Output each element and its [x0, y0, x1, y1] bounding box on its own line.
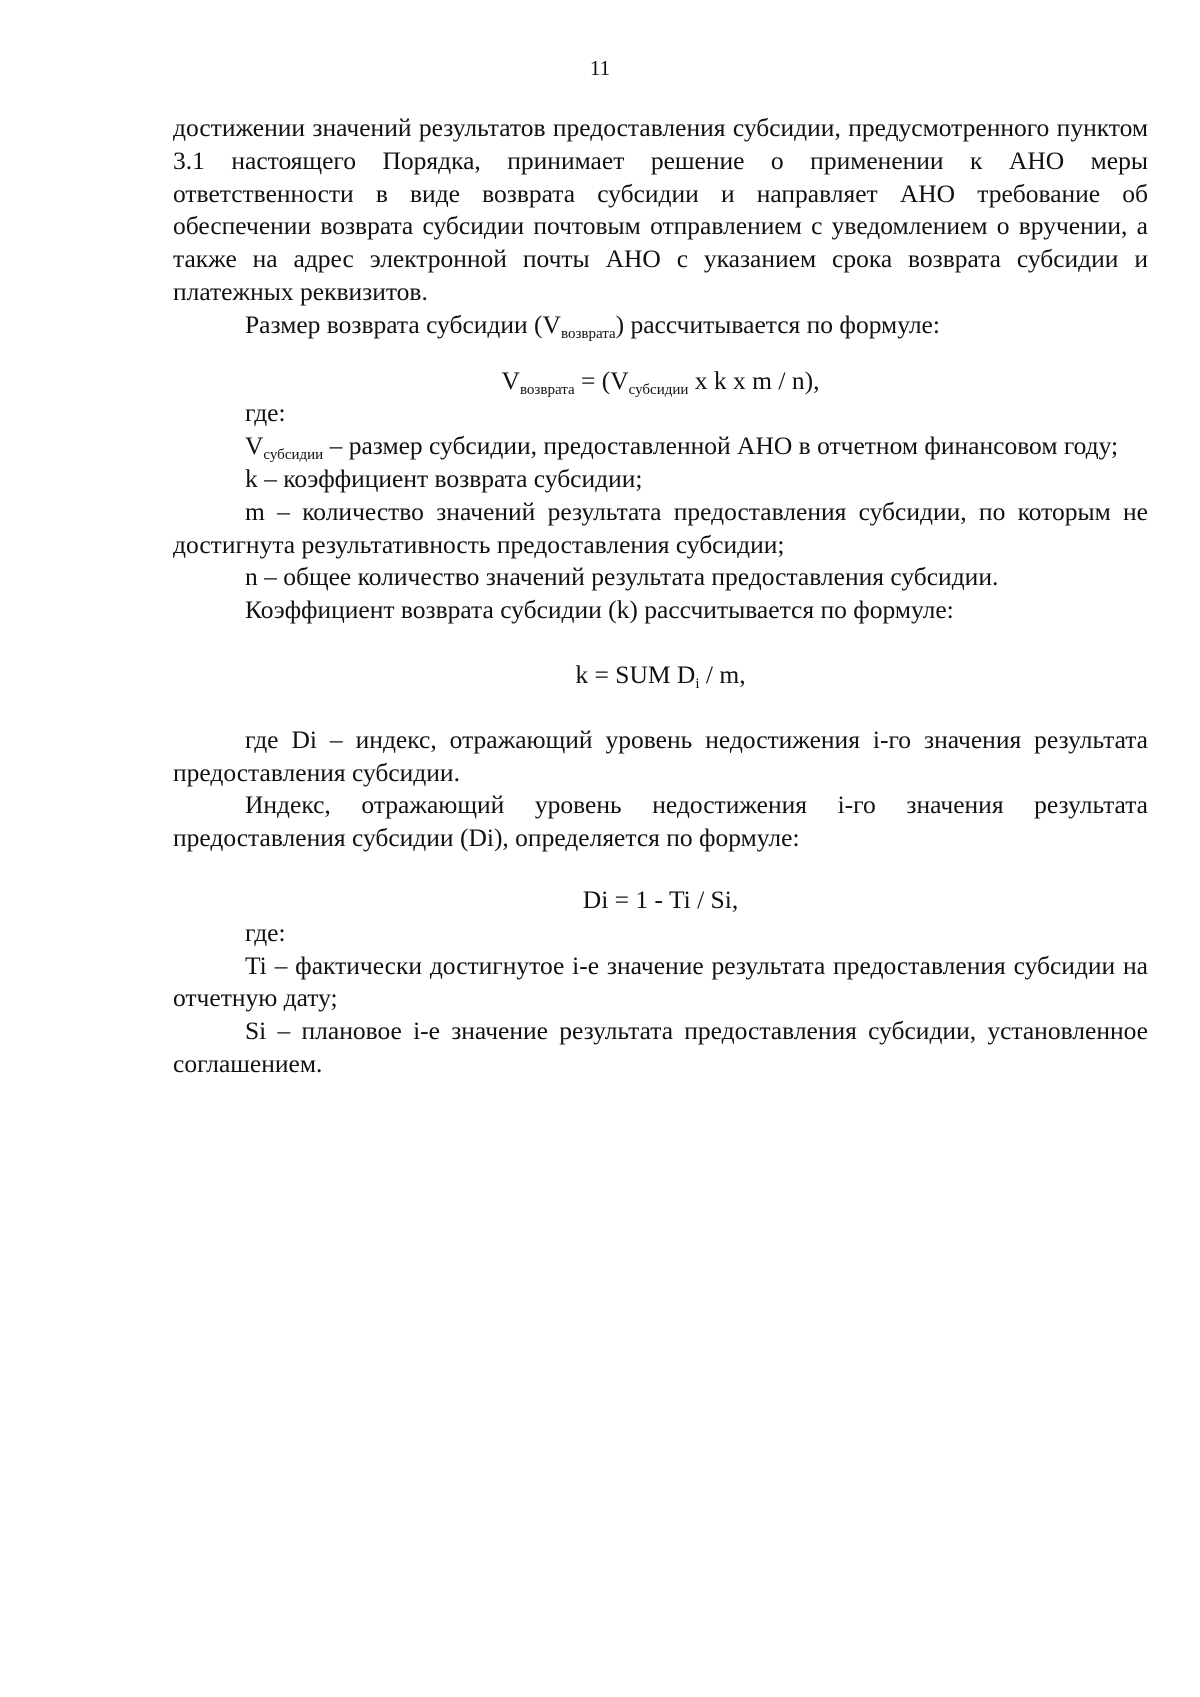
definition-m: m – количество значений результата предоставления субсидии, по которым не достигнута результативность предоставления субсидии;	[173, 496, 1148, 559]
text-fragment: – размер субсидии, предоставленной АНО в отчетном финансовом году;	[323, 431, 1119, 461]
definition-v-subsidy	[173, 430, 1148, 463]
page-number: 11	[589, 56, 611, 80]
definition-ti: Ti – фактически достигнутое i-е значение результата предоставления субсидии на отчетную дату;	[173, 950, 1148, 1013]
subscript: возврата	[519, 381, 575, 398]
text-fragment: Размер возврата субсидии (V	[245, 309, 561, 339]
document-body	[173, 112, 1148, 1081]
subscript: i	[695, 675, 700, 692]
text-fragment: ) рассчитывается по формуле:	[615, 309, 940, 339]
definition-n: n – общее количество значений результата предоставления субсидии.	[245, 562, 999, 592]
where-label: где:	[245, 398, 286, 428]
subscript: субсидии	[628, 381, 689, 398]
text-fragment: V	[245, 431, 264, 461]
formula-fragment: x k x m / n),	[688, 365, 820, 395]
paragraph-k-intro: Коэффициент возврата субсидии (k) рассчитывается по формуле:	[245, 595, 954, 625]
formula-fragment: = (V	[574, 365, 629, 395]
formula-k	[173, 659, 1148, 692]
subscript: возврата	[560, 325, 616, 342]
formula-fragment: V	[501, 365, 520, 395]
paragraph-return-decision: достижении значений результатов предоставления субсидии, предусмотренного пунктом 3.1 настоящего Порядка, принимает решение о применении к АНО меры ответственности в виде возврата субсидии и направляет АНО требование об обеспечении возврата субсидии почтовым отправлением с уведомлением о вручении, а также на адрес электронной почты АНО с указанием срока возврата субсидии и платежных реквизитов.	[173, 113, 1148, 306]
formula-di: Di = 1 - Ti / Si,	[582, 884, 739, 914]
paragraph-return-size-intro	[173, 309, 1148, 342]
subscript: субсидии	[263, 447, 324, 464]
definition-di: где Di – индекс, отражающий уровень недостижения i-го значения результата предоставления субсидии.	[173, 724, 1148, 787]
formula-return-size	[173, 365, 1148, 398]
formula-fragment: / m,	[699, 659, 746, 689]
definition-k: k – коэффициент возврата субсидии;	[245, 463, 643, 493]
formula-fragment: k = SUM D	[575, 659, 696, 689]
where-label: где:	[245, 917, 286, 947]
definition-si: Si – плановое i-е значение результата предоставления субсидии, установленное соглашением.	[173, 1016, 1148, 1078]
paragraph-di-intro: Индекс, отражающий уровень недостижения i-го значения результата предоставления субсидии (Di), определяется по формуле:	[173, 790, 1148, 853]
